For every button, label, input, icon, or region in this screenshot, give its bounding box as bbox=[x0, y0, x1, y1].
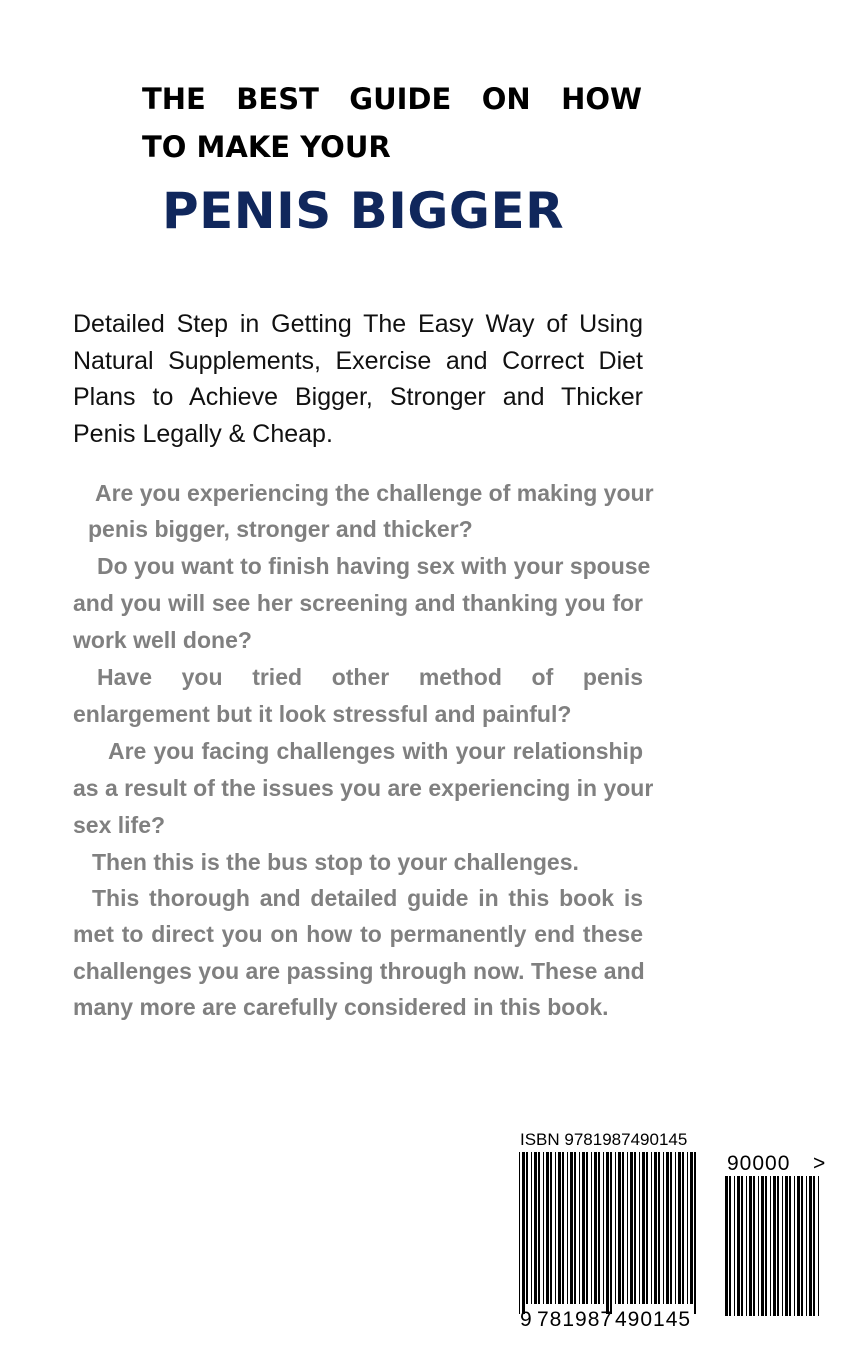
barcode-bar bbox=[670, 1152, 672, 1304]
barcode-bar bbox=[555, 1152, 556, 1304]
barcode-bar bbox=[642, 1152, 645, 1304]
barcode-bar bbox=[550, 1152, 552, 1304]
barcode-bar bbox=[579, 1152, 580, 1304]
isbn-label: ISBN 9781987490145 bbox=[520, 1130, 688, 1149]
barcode-bar bbox=[737, 1176, 740, 1316]
barcode-bar bbox=[761, 1176, 764, 1316]
barcode-bar bbox=[603, 1152, 604, 1304]
barcode-bar bbox=[594, 1152, 597, 1304]
subtitle bbox=[73, 306, 643, 452]
barcode-bar bbox=[806, 1176, 807, 1316]
subtitle-line: Penis Legally & Cheap. bbox=[73, 419, 333, 448]
description-line: challenges you are passing through now. These and bbox=[73, 958, 645, 984]
barcode-bar bbox=[690, 1152, 693, 1304]
title-word: THE bbox=[142, 82, 206, 116]
subtitle-line: Detailed Step in Getting The Easy Way of Using bbox=[73, 310, 643, 338]
barcode-bar bbox=[813, 1176, 815, 1316]
description-line: Then this is the bus stop to your challenges. bbox=[92, 849, 579, 875]
description-line: Are you experiencing the challenge of making your bbox=[95, 480, 654, 506]
isbn-barcode bbox=[515, 1126, 835, 1348]
description-line: many more are carefully considered in this book. bbox=[73, 994, 609, 1020]
barcode-bar bbox=[562, 1152, 564, 1304]
barcode-bar bbox=[794, 1176, 795, 1316]
barcode-addon-marker: > bbox=[813, 1152, 826, 1175]
description-line: met to direct you on how to permanently end these bbox=[73, 921, 643, 947]
title-word: BEST bbox=[236, 82, 319, 116]
barcode-bar bbox=[598, 1152, 600, 1304]
barcode-bar bbox=[574, 1152, 576, 1304]
description-line: as a result of the issues you are experiencing in your bbox=[73, 775, 654, 801]
barcode-bar bbox=[729, 1176, 731, 1316]
barcode-group-2: 490145 bbox=[615, 1308, 692, 1331]
barcode-bar bbox=[634, 1152, 636, 1304]
barcode-bar bbox=[725, 1176, 728, 1316]
title-word: HOW bbox=[561, 82, 642, 116]
barcode-bar bbox=[663, 1152, 664, 1304]
barcode-bar bbox=[582, 1152, 585, 1304]
barcode-bar bbox=[785, 1176, 788, 1316]
barcode-bar bbox=[651, 1152, 652, 1304]
barcode-bar bbox=[753, 1176, 755, 1316]
barcode-first-digit: 9 bbox=[520, 1308, 532, 1331]
description-line: enlargement but it look stressful and painful? bbox=[73, 701, 572, 727]
description-line: Do you want to finish having sex with your spouse bbox=[97, 553, 651, 579]
title-line-2: TO MAKE YOUR bbox=[142, 130, 391, 164]
barcode-bar bbox=[615, 1152, 616, 1304]
barcode-bar bbox=[654, 1152, 657, 1304]
barcode-bar bbox=[694, 1152, 696, 1314]
barcode-bar bbox=[734, 1176, 735, 1316]
subtitle-line: Natural Supplements, Exercise and Correct Diet bbox=[73, 346, 643, 375]
barcode-bar bbox=[534, 1152, 537, 1304]
barcode-bar bbox=[610, 1152, 612, 1314]
barcode-bar bbox=[622, 1152, 624, 1304]
barcode-bar bbox=[591, 1152, 592, 1304]
title-word: GUIDE bbox=[349, 82, 452, 116]
barcode-bar bbox=[809, 1176, 812, 1316]
barcode-addon: 90000 bbox=[727, 1152, 791, 1175]
barcode-bar bbox=[570, 1152, 573, 1304]
barcode-bar bbox=[746, 1176, 747, 1316]
description-line: sex life? bbox=[73, 812, 166, 838]
barcode-bar bbox=[682, 1152, 684, 1304]
barcode-bars-main bbox=[519, 1152, 696, 1314]
barcode-bar bbox=[543, 1152, 544, 1304]
barcode-bar bbox=[678, 1152, 681, 1304]
barcode-bar bbox=[639, 1152, 640, 1304]
description-line: This thorough and detailed guide in this book is bbox=[92, 885, 643, 911]
barcode-bar bbox=[618, 1152, 621, 1304]
barcode-bar bbox=[646, 1152, 648, 1304]
barcode-bar bbox=[627, 1152, 628, 1304]
barcode-group-1: 781987 bbox=[537, 1308, 614, 1331]
barcode-bar bbox=[522, 1152, 525, 1314]
barcode-bar bbox=[586, 1152, 588, 1304]
barcode-bar bbox=[567, 1152, 568, 1304]
barcode-bar bbox=[758, 1176, 759, 1316]
barcode-bar bbox=[782, 1176, 783, 1316]
barcode-bar bbox=[801, 1176, 803, 1316]
barcode-bar bbox=[630, 1152, 633, 1304]
barcode-bars-addon bbox=[725, 1176, 819, 1316]
barcode-bar bbox=[749, 1176, 752, 1316]
barcode-bar bbox=[526, 1152, 528, 1304]
barcode-bar bbox=[789, 1176, 791, 1316]
description-line: work well done? bbox=[73, 627, 252, 653]
barcode-bar bbox=[519, 1152, 520, 1314]
barcode-bar bbox=[666, 1152, 669, 1304]
title-line-1 bbox=[142, 82, 642, 116]
barcode-bar bbox=[606, 1152, 609, 1314]
description-line: penis bigger, stronger and thicker? bbox=[88, 516, 473, 542]
barcode-bar bbox=[773, 1176, 776, 1316]
barcode-bar bbox=[687, 1152, 688, 1304]
barcode-bar bbox=[531, 1152, 532, 1304]
barcode-bar bbox=[797, 1176, 800, 1316]
description-line: Have you tried other method of penis bbox=[97, 664, 643, 690]
barcode-bar bbox=[558, 1152, 561, 1304]
description-line: and you will see her screening and thanking you for bbox=[73, 590, 643, 616]
title-word: ON bbox=[481, 82, 531, 116]
barcode-bar bbox=[765, 1176, 767, 1316]
subtitle-line: Plans to Achieve Bigger, Stronger and Thicker bbox=[73, 383, 643, 411]
barcode-bar bbox=[741, 1176, 743, 1316]
barcode-bar bbox=[546, 1152, 549, 1304]
barcode-bar bbox=[538, 1152, 540, 1304]
barcode-bar bbox=[770, 1176, 771, 1316]
barcode-bar bbox=[658, 1152, 660, 1304]
description-line: Are you facing challenges with your relationship bbox=[108, 738, 643, 764]
barcode-bar bbox=[818, 1176, 819, 1316]
barcode-bar bbox=[777, 1176, 779, 1316]
headline: PENIS BIGGER bbox=[162, 182, 565, 240]
barcode-bar bbox=[675, 1152, 676, 1304]
